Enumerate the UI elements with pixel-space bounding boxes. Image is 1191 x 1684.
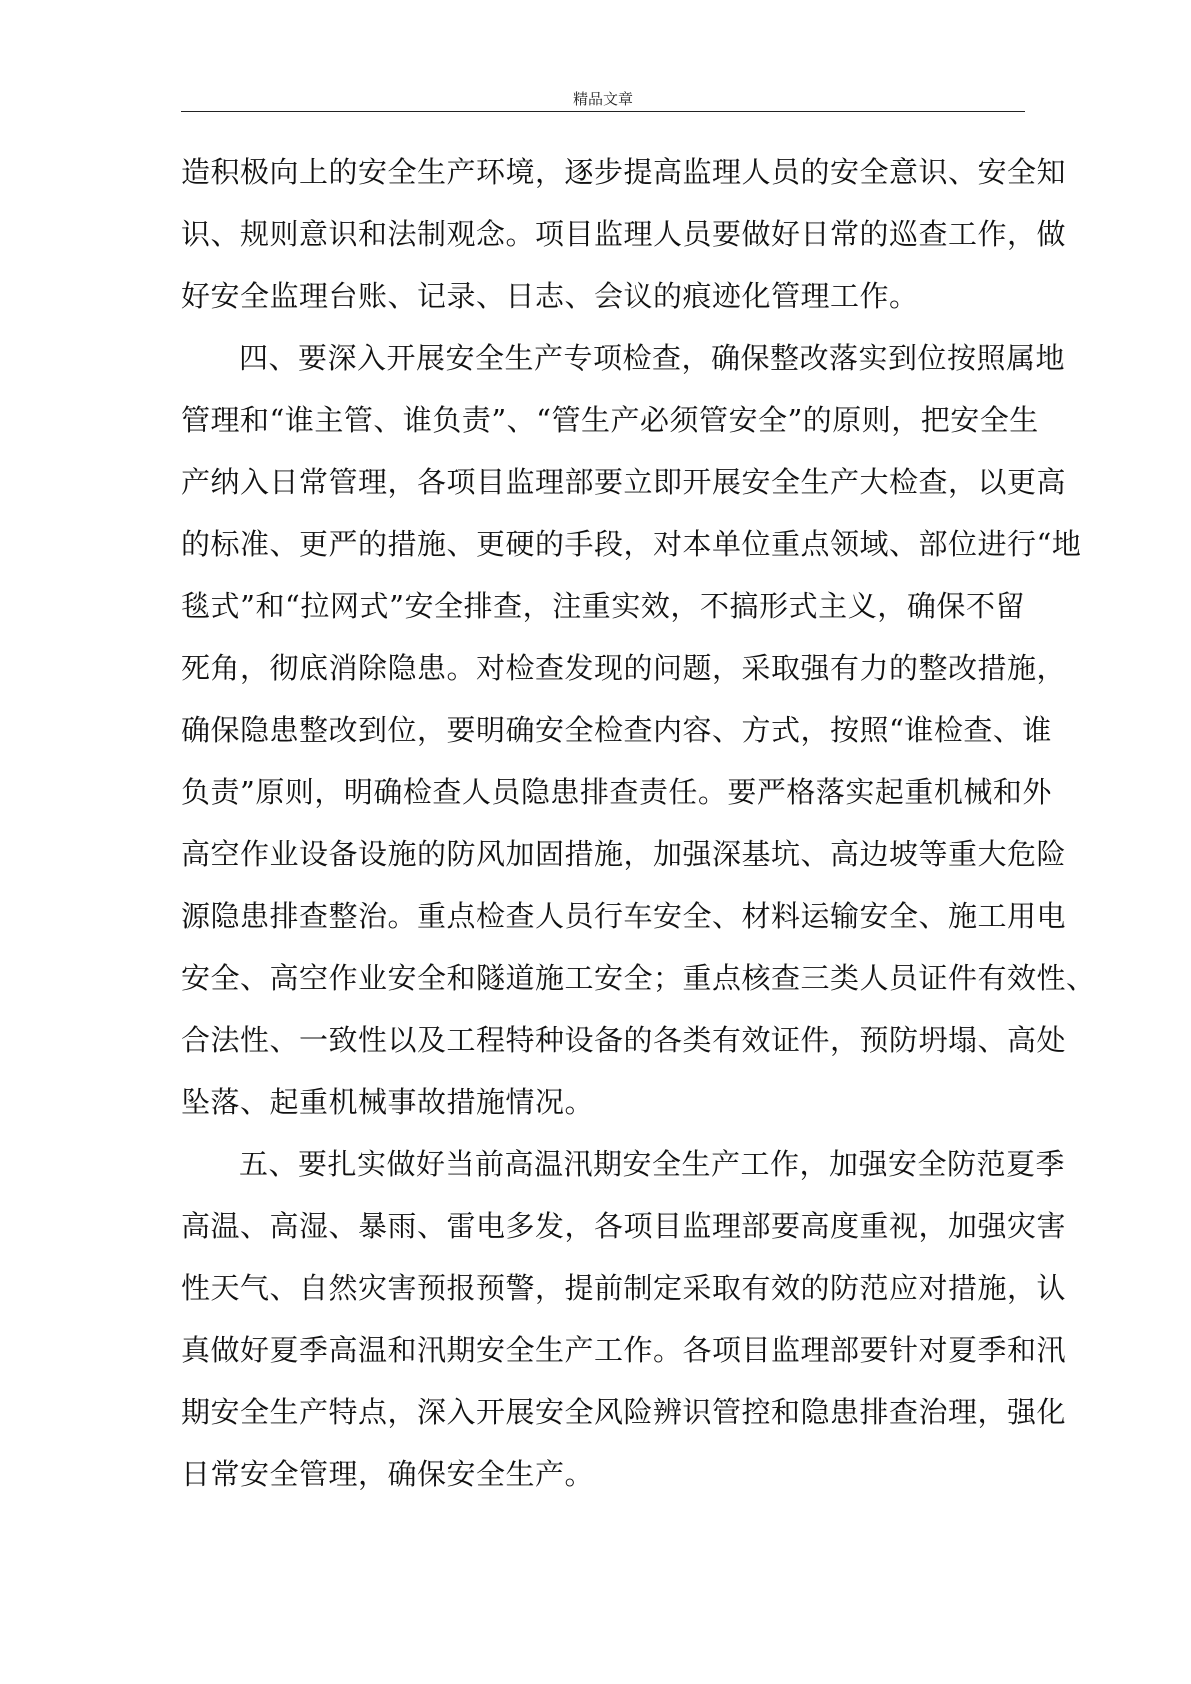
text-line: 期安全生产特点，深入开展安全风险辨识管控和隐患排查治理，强化 (181, 1395, 1067, 1429)
paragraph (181, 141, 1067, 327)
text-line: 合法性、一致性以及工程特种设备的各类有效证件，预防坍塌、高处 (181, 1023, 1067, 1057)
text-line: 造积极向上的安全生产环境，逐步提高监理人员的安全意识、安全知 (181, 155, 1067, 189)
text-line: 坠落、起重机械事故措施情况。 (181, 1085, 595, 1119)
text-line: 安全、高空作业安全和隧道施工安全；重点核查三类人员证件有效性、 (181, 961, 1096, 995)
text-line: 管理和“谁主管、谁负责”、“管生产必须管安全”的原则，把安全生 (181, 403, 1039, 437)
text-line: 死角，彻底消除隐患。对检查发现的问题，采取强有力的整改措施， (181, 651, 1067, 685)
text-line: 毯式”和“拉网式”安全排查，注重实效，不搞形式主义，确保不留 (181, 589, 1025, 623)
text-line: 高温、高湿、暴雨、雷电多发，各项目监理部要高度重视，加强灾害 (181, 1209, 1067, 1243)
text-line: 真做好夏季高温和汛期安全生产工作。各项目监理部要针对夏季和汛 (181, 1333, 1067, 1367)
document-body (181, 141, 1096, 1505)
text-line: 性天气、自然灾害预报预警，提前制定采取有效的防范应对措施，认 (181, 1271, 1067, 1305)
text-line: 高空作业设备设施的防风加固措施，加强深基坑、高边坡等重大危险 (181, 837, 1067, 871)
page-header-title: 精品文章 (572, 90, 633, 108)
text-line: 产纳入日常管理，各项目监理部要立即开展安全生产大检查，以更高 (181, 465, 1067, 499)
paragraph (181, 1133, 1067, 1505)
text-line: 确保隐患整改到位，要明确安全检查内容、方式，按照“谁检查、谁 (181, 713, 1052, 747)
text-line: 日常安全管理，确保安全生产。 (181, 1457, 595, 1491)
paragraph (181, 327, 1096, 1133)
text-line: 的标准、更严的措施、更硬的手段，对本单位重点领域、部位进行“地 (181, 527, 1082, 561)
text-line: 好安全监理台账、记录、日志、会议的痕迹化管理工作。 (181, 279, 919, 313)
text-line: 源隐患排查整治。重点检查人员行车安全、材料运输安全、施工用电 (181, 899, 1067, 933)
text-line: 负责”原则，明确检查人员隐患排查责任。要严格落实起重机械和外 (181, 775, 1052, 809)
text-line: 五、要扎实做好当前高温汛期安全生产工作，加强安全防范夏季 (239, 1147, 1066, 1181)
text-line: 识、规则意识和法制观念。项目监理人员要做好日常的巡查工作，做 (181, 217, 1067, 251)
header-divider (181, 111, 1025, 112)
text-line: 四、要深入开展安全生产专项检查，确保整改落实到位按照属地 (239, 341, 1066, 375)
